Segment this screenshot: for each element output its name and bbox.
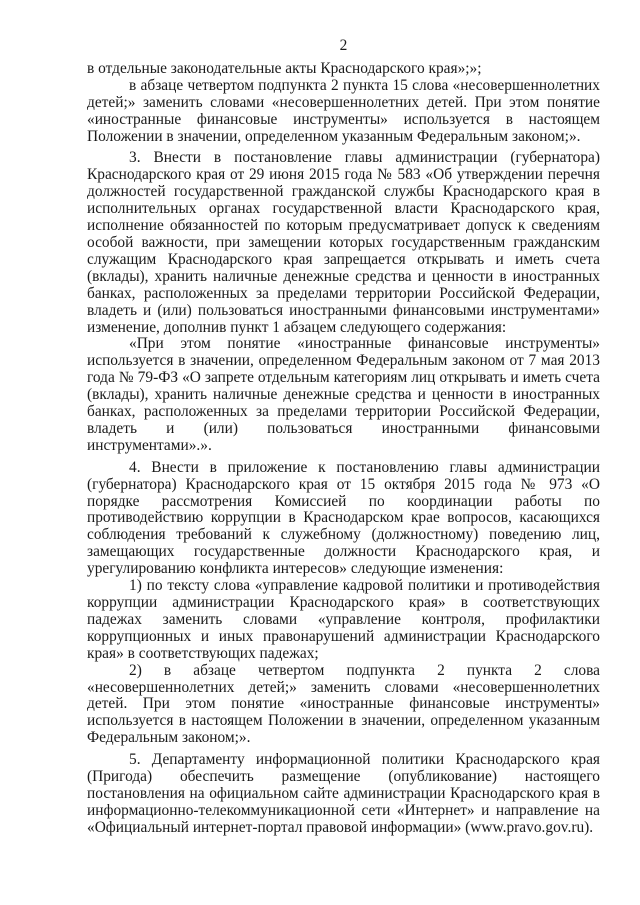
paragraph-subitem-children-words: в абзаце четвертом подпункта 2 пункта 15 слова «несовершеннолетних детей;» заменить словами «несовершеннолетних детей. При этом понятие «иностранные финансовые инструменты» используется в настоящем Положении в значении, определенном указанным Федеральным законом;». [87,76,600,145]
paragraph-continuation: в отдельные законодательные акты Краснодарского края»;»; [87,59,482,77]
paragraph-item-3-quote: «При этом понятие «иностранные финансовые инструменты» используется в значении, определенном Федеральным законом от 7 мая 2013 года № 79-ФЗ «О запрете отдельным категориям лиц открывать и иметь счета (вклады), хранить наличные денежные средства и ценности в иностранных банках, расположенных за пределами территории Российской Федерации, владеть и (или) пользоваться иностранными финансовыми инструментами».». [87,335,600,454]
paragraph-item-3: 3. Внести в постановление главы администрации (губернатора) Краснодарского края от 29 июня 2015 года № 583 «Об утверждении перечня должностей государственной гражданской службы Краснодарского края в исполнительных органах государственной власти Краснодарского края, исполнение обязанностей по которым предусматривает допуск к сведениям особой важности, при замещении которых государственным гражданским служащим Краснодарского края запрещается открывать и иметь счета (вклады), хранить наличные денежные средства и ценности в иностранных банках, расположенных за пределами территории Российской Федерации, владеть и (или) пользоваться иностранными финансовыми инструментами» изменение, дополнив пункт 1 абзацем следующего содержания: [87,149,600,336]
page-number: 2 [339,37,348,54]
paragraph-item-4: 4. Внести в приложение к постановлению главы администрации (губернатора) Краснодарского края от 15 октября 2015 года № 973 «О порядке рассмотрения Комиссией по координации работы по противодействию коррупции в Краснодарском крае вопросов, касающихся соблюдения требований к служебному (должностному) поведению лиц, замещающих государственные должности Краснодарского края, и урегулированию конфликта интересов» следующие изменения: [87,458,600,578]
paragraph-item-4-sub-2: 2) в абзаце четвертом подпункта 2 пункта 2 слова «несовершеннолетних детей;» заменить словами «несовершеннолетних детей. При этом понятие «иностранные финансовые инструменты» используется в настоящем Положении в значении, определенном указанным Федеральным законом;». [87,661,600,747]
paragraph-item-5: 5. Департаменту информационной политики Краснодарского края (Пригода) обеспечить размещение (опубликование) настоящего постановления на официальном сайте администрации Краснодарского края в информационно-телекоммуникационной сети «Интернет» и направление на «Официальный интернет-портал правовой информации» (www.pravo.gov.ru). [87,751,600,836]
paragraph-item-4-sub-1: 1) по тексту слова «управление кадровой политики и противодействия коррупции администрации Краснодарского края» в соответствующих падежах заменить словами «управление контроля, профилактики коррупционных и иных правонарушений администрации Краснодарского края» в соответствующих падежах; [87,577,600,662]
